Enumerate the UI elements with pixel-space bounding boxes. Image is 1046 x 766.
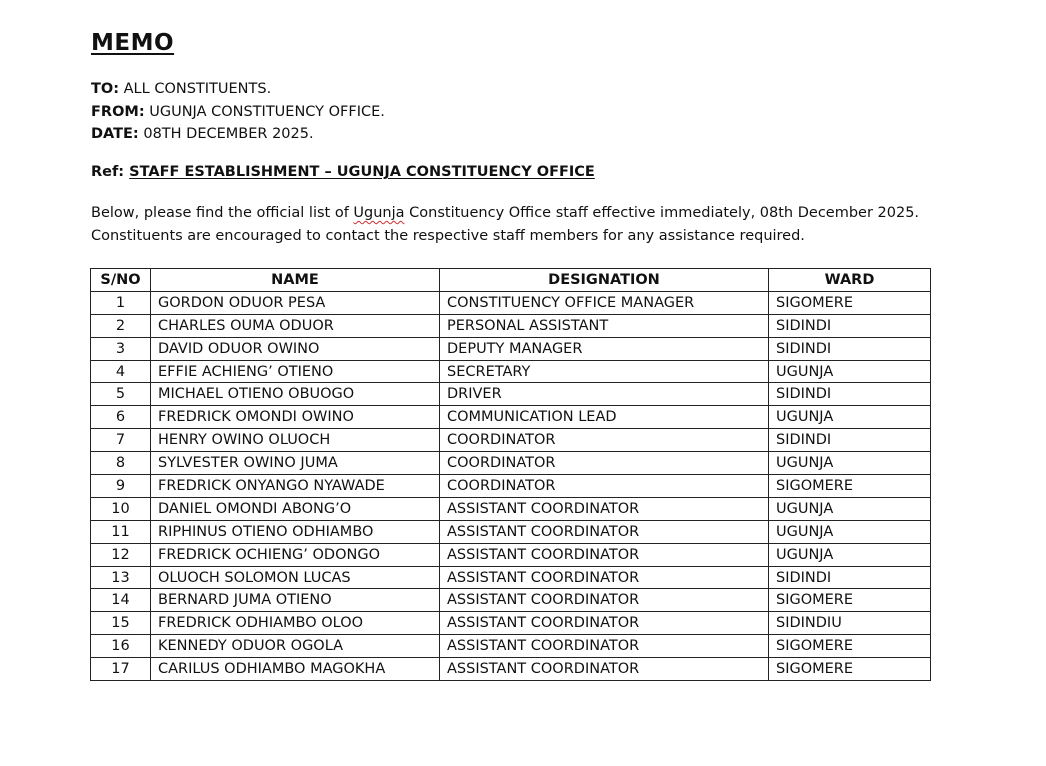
to-value: ALL CONSTITUENTS. [119, 81, 272, 97]
cell-ward: SIDINDI [769, 337, 931, 360]
table-row [91, 566, 931, 589]
cell-name: FREDRICK ODHIAMBO OLOO [151, 612, 440, 635]
ref-label: Ref: [91, 164, 125, 180]
memo-title: MEMO [91, 30, 175, 56]
cell-name: FREDRICK OCHIENG’ ODONGO [151, 543, 440, 566]
staff-table-body [91, 291, 931, 680]
cell-sno: 5 [91, 383, 151, 406]
cell-name: HENRY OWINO OLUOCH [151, 429, 440, 452]
cell-ward: UGUNJA [769, 360, 931, 383]
table-row [91, 497, 931, 520]
cell-sno: 2 [91, 314, 151, 337]
table-row [91, 543, 931, 566]
table-row [91, 612, 931, 635]
header-designation: DESIGNATION [440, 269, 769, 292]
cell-ward: SIDINDI [769, 383, 931, 406]
cell-ward: UGUNJA [769, 497, 931, 520]
table-row [91, 429, 931, 452]
cell-designation: COORDINATOR [440, 429, 769, 452]
table-row [91, 520, 931, 543]
cell-sno: 4 [91, 360, 151, 383]
from-label: FROM: [91, 104, 145, 120]
cell-designation: ASSISTANT COORDINATOR [440, 543, 769, 566]
cell-sno: 10 [91, 497, 151, 520]
cell-designation: COMMUNICATION LEAD [440, 406, 769, 429]
table-row [91, 337, 931, 360]
cell-name: KENNEDY ODUOR OGOLA [151, 635, 440, 658]
table-row [91, 452, 931, 475]
cell-sno: 15 [91, 612, 151, 635]
cell-designation: ASSISTANT COORDINATOR [440, 520, 769, 543]
to-line [91, 80, 271, 98]
table-row [91, 383, 931, 406]
cell-ward: UGUNJA [769, 520, 931, 543]
cell-designation: COORDINATOR [440, 475, 769, 498]
cell-ward: SIGOMERE [769, 589, 931, 612]
from-line [91, 103, 385, 121]
date-line [91, 125, 314, 143]
cell-name: CARILUS ODHIAMBO MAGOKHA [151, 658, 440, 681]
table-row [91, 589, 931, 612]
table-row [91, 475, 931, 498]
table-header-row [91, 269, 931, 292]
cell-designation: ASSISTANT COORDINATOR [440, 566, 769, 589]
cell-designation: ASSISTANT COORDINATOR [440, 589, 769, 612]
cell-sno: 16 [91, 635, 151, 658]
body-text-end: Constituency Office staff effective immediately, 08th December 2025. Constituents are encouraged to contact the respective staff members for any assistance required. [91, 205, 920, 244]
cell-ward: SIDINDIU [769, 612, 931, 635]
table-row [91, 406, 931, 429]
cell-ward: UGUNJA [769, 406, 931, 429]
cell-designation: ASSISTANT COORDINATOR [440, 612, 769, 635]
cell-sno: 6 [91, 406, 151, 429]
cell-designation: COORDINATOR [440, 452, 769, 475]
cell-designation: CONSTITUENCY OFFICE MANAGER [440, 291, 769, 314]
cell-ward: SIGOMERE [769, 635, 931, 658]
table-row [91, 291, 931, 314]
cell-designation: ASSISTANT COORDINATOR [440, 635, 769, 658]
cell-name: SYLVESTER OWINO JUMA [151, 452, 440, 475]
cell-sno: 12 [91, 543, 151, 566]
cell-name: CHARLES OUMA ODUOR [151, 314, 440, 337]
cell-ward: SIDINDI [769, 566, 931, 589]
cell-sno: 17 [91, 658, 151, 681]
cell-designation: SECRETARY [440, 360, 769, 383]
date-value: 08TH DECEMBER 2025. [138, 126, 314, 142]
cell-ward: UGUNJA [769, 452, 931, 475]
cell-name: RIPHINUS OTIENO ODHIAMBO [151, 520, 440, 543]
cell-sno: 1 [91, 291, 151, 314]
cell-designation: ASSISTANT COORDINATOR [440, 658, 769, 681]
cell-designation: ASSISTANT COORDINATOR [440, 497, 769, 520]
cell-ward: SIGOMERE [769, 291, 931, 314]
cell-sno: 7 [91, 429, 151, 452]
cell-sno: 3 [91, 337, 151, 360]
cell-ward: SIDINDI [769, 429, 931, 452]
cell-sno: 8 [91, 452, 151, 475]
cell-sno: 11 [91, 520, 151, 543]
cell-name: MICHAEL OTIENO OBUOGO [151, 383, 440, 406]
cell-sno: 13 [91, 566, 151, 589]
cell-name: GORDON ODUOR PESA [151, 291, 440, 314]
body-text-start: Below, please find the official list of [91, 205, 354, 221]
header-name: NAME [151, 269, 440, 292]
cell-sno: 9 [91, 475, 151, 498]
date-label: DATE: [91, 126, 139, 142]
cell-name: BERNARD JUMA OTIENO [151, 589, 440, 612]
table-row [91, 658, 931, 681]
cell-designation: DEPUTY MANAGER [440, 337, 769, 360]
cell-name: DAVID ODUOR OWINO [151, 337, 440, 360]
header-sno: S/NO [91, 269, 151, 292]
spellcheck-flagged-word: Ugunja [353, 205, 405, 221]
memo-body [91, 202, 931, 248]
cell-name: DANIEL OMONDI ABONG’O [151, 497, 440, 520]
cell-ward: UGUNJA [769, 543, 931, 566]
header-ward: WARD [769, 269, 931, 292]
cell-name: OLUOCH SOLOMON LUCAS [151, 566, 440, 589]
cell-ward: SIGOMERE [769, 475, 931, 498]
cell-sno: 14 [91, 589, 151, 612]
ref-title: STAFF ESTABLISHMENT – UGUNJA CONSTITUENCY OFFICE [129, 164, 595, 180]
cell-designation: DRIVER [440, 383, 769, 406]
staff-table [90, 268, 931, 681]
table-row [91, 635, 931, 658]
table-row [91, 314, 931, 337]
cell-name: EFFIE ACHIENG’ OTIENO [151, 360, 440, 383]
cell-designation: PERSONAL ASSISTANT [440, 314, 769, 337]
cell-name: FREDRICK OMONDI OWINO [151, 406, 440, 429]
reference-line [91, 164, 595, 180]
cell-ward: SIDINDI [769, 314, 931, 337]
from-value: UGUNJA CONSTITUENCY OFFICE. [144, 104, 385, 120]
cell-name: FREDRICK ONYANGO NYAWADE [151, 475, 440, 498]
table-row [91, 360, 931, 383]
to-label: TO: [91, 81, 120, 97]
cell-ward: SIGOMERE [769, 658, 931, 681]
